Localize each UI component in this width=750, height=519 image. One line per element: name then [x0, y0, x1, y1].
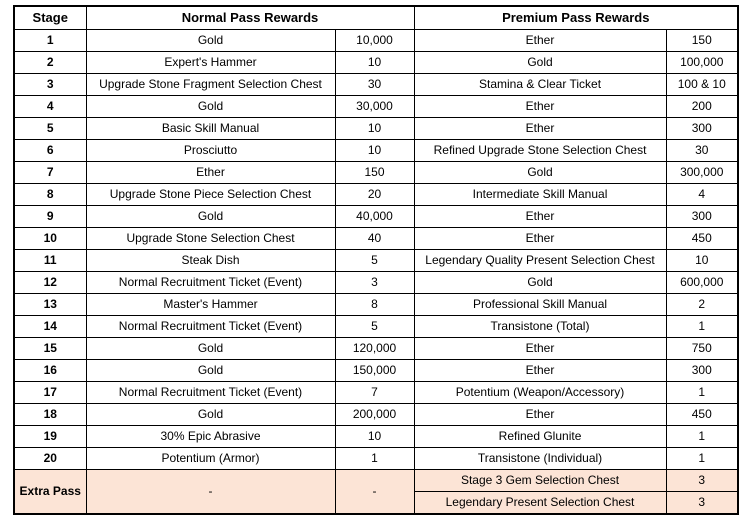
- stage-cell: 15: [14, 338, 86, 360]
- premium-item-cell: Transistone (Total): [414, 316, 666, 338]
- premium-qty-cell: 100,000: [666, 52, 738, 74]
- normal-item-cell: Master's Hammer: [86, 294, 335, 316]
- stage-cell: 2: [14, 52, 86, 74]
- table-row: [14, 228, 738, 250]
- normal-item-cell: Prosciutto: [86, 140, 335, 162]
- normal-item-cell: Gold: [86, 206, 335, 228]
- stage-cell: 17: [14, 382, 86, 404]
- premium-item-cell: Gold: [414, 272, 666, 294]
- stage-cell: 12: [14, 272, 86, 294]
- extra-pass-row-1: [14, 470, 738, 492]
- normal-item-cell: Gold: [86, 96, 335, 118]
- normal-qty-cell: 10: [335, 140, 414, 162]
- normal-item-cell: Gold: [86, 404, 335, 426]
- premium-qty-cell: 200: [666, 96, 738, 118]
- stage-cell: 5: [14, 118, 86, 140]
- stage-cell: 19: [14, 426, 86, 448]
- normal-qty-cell: 150,000: [335, 360, 414, 382]
- normal-qty-cell: 1: [335, 448, 414, 470]
- normal-item-cell: Normal Recruitment Ticket (Event): [86, 272, 335, 294]
- premium-item-cell: Potentium (Weapon/Accessory): [414, 382, 666, 404]
- normal-qty-cell: 20: [335, 184, 414, 206]
- normal-qty-cell: 120,000: [335, 338, 414, 360]
- table-row: [14, 118, 738, 140]
- premium-qty-cell: 150: [666, 30, 738, 52]
- normal-item-cell: Normal Recruitment Ticket (Event): [86, 382, 335, 404]
- premium-item-cell: Refined Glunite: [414, 426, 666, 448]
- premium-item-cell: Ether: [414, 206, 666, 228]
- table-row: [14, 140, 738, 162]
- premium-qty-cell: 450: [666, 228, 738, 250]
- normal-qty-cell: 40,000: [335, 206, 414, 228]
- table-row: [14, 294, 738, 316]
- stage-cell: 10: [14, 228, 86, 250]
- table-row: [14, 404, 738, 426]
- table-row: [14, 184, 738, 206]
- extra-pass-normal-qty-cell: -: [335, 470, 414, 515]
- premium-qty-cell: 750: [666, 338, 738, 360]
- premium-item-cell: Ether: [414, 404, 666, 426]
- premium-item-cell: Gold: [414, 162, 666, 184]
- premium-qty-cell: 300: [666, 360, 738, 382]
- normal-qty-cell: 10: [335, 118, 414, 140]
- stage-cell: 7: [14, 162, 86, 184]
- normal-qty-cell: 200,000: [335, 404, 414, 426]
- table-row: [14, 162, 738, 184]
- normal-qty-cell: 30,000: [335, 96, 414, 118]
- normal-item-cell: Basic Skill Manual: [86, 118, 335, 140]
- normal-qty-cell: 5: [335, 316, 414, 338]
- premium-qty-cell: 300,000: [666, 162, 738, 184]
- normal-item-cell: Expert's Hammer: [86, 52, 335, 74]
- normal-qty-cell: 7: [335, 382, 414, 404]
- extra-pass-premium-qty-cell: 3: [666, 492, 738, 515]
- premium-item-cell: Ether: [414, 338, 666, 360]
- table-row: [14, 30, 738, 52]
- normal-qty-cell: 10,000: [335, 30, 414, 52]
- stage-cell: 18: [14, 404, 86, 426]
- normal-qty-cell: 8: [335, 294, 414, 316]
- table-row: [14, 52, 738, 74]
- table-row: [14, 272, 738, 294]
- normal-qty-cell: 150: [335, 162, 414, 184]
- premium-item-cell: Refined Upgrade Stone Selection Chest: [414, 140, 666, 162]
- table-row: [14, 448, 738, 470]
- extra-pass-rows: [14, 470, 738, 515]
- premium-item-cell: Ether: [414, 30, 666, 52]
- premium-qty-cell: 10: [666, 250, 738, 272]
- table-row: [14, 74, 738, 96]
- normal-qty-cell: 3: [335, 272, 414, 294]
- premium-qty-cell: 30: [666, 140, 738, 162]
- premium-qty-cell: 300: [666, 206, 738, 228]
- normal-qty-cell: 30: [335, 74, 414, 96]
- premium-qty-cell: 600,000: [666, 272, 738, 294]
- stage-cell: 14: [14, 316, 86, 338]
- header-premium-pass: Premium Pass Rewards: [414, 6, 738, 30]
- normal-item-cell: Gold: [86, 360, 335, 382]
- header-stage: Stage: [14, 6, 86, 30]
- extra-pass-premium-qty-cell: 3: [666, 470, 738, 492]
- table-row: [14, 316, 738, 338]
- table-row: [14, 250, 738, 272]
- stage-cell: 11: [14, 250, 86, 272]
- extra-pass-premium-item-cell: Legendary Present Selection Chest: [414, 492, 666, 515]
- normal-item-cell: Gold: [86, 338, 335, 360]
- stage-cell: 13: [14, 294, 86, 316]
- premium-qty-cell: 1: [666, 382, 738, 404]
- premium-item-cell: Intermediate Skill Manual: [414, 184, 666, 206]
- premium-item-cell: Transistone (Individual): [414, 448, 666, 470]
- premium-qty-cell: 4: [666, 184, 738, 206]
- pass-rewards-table-wrap: [13, 5, 739, 515]
- premium-qty-cell: 100 & 10: [666, 74, 738, 96]
- normal-qty-cell: 40: [335, 228, 414, 250]
- premium-item-cell: Professional Skill Manual: [414, 294, 666, 316]
- normal-item-cell: 30% Epic Abrasive: [86, 426, 335, 448]
- stage-cell: 9: [14, 206, 86, 228]
- stage-cell: 6: [14, 140, 86, 162]
- table-row: [14, 426, 738, 448]
- normal-item-cell: Normal Recruitment Ticket (Event): [86, 316, 335, 338]
- stage-cell: 1: [14, 30, 86, 52]
- stage-cell: 3: [14, 74, 86, 96]
- normal-item-cell: Upgrade Stone Fragment Selection Chest: [86, 74, 335, 96]
- stage-cell: 20: [14, 448, 86, 470]
- reward-rows: [14, 30, 738, 470]
- stage-cell: 8: [14, 184, 86, 206]
- premium-item-cell: Ether: [414, 96, 666, 118]
- premium-qty-cell: 450: [666, 404, 738, 426]
- normal-item-cell: Potentium (Armor): [86, 448, 335, 470]
- normal-item-cell: Upgrade Stone Piece Selection Chest: [86, 184, 335, 206]
- header-row: [14, 6, 738, 30]
- premium-item-cell: Ether: [414, 360, 666, 382]
- premium-item-cell: Ether: [414, 118, 666, 140]
- normal-qty-cell: 10: [335, 52, 414, 74]
- table-row: [14, 206, 738, 228]
- normal-qty-cell: 5: [335, 250, 414, 272]
- extra-pass-premium-item-cell: Stage 3 Gem Selection Chest: [414, 470, 666, 492]
- table-row: [14, 360, 738, 382]
- premium-item-cell: Ether: [414, 228, 666, 250]
- premium-item-cell: Gold: [414, 52, 666, 74]
- table-row: [14, 96, 738, 118]
- extra-pass-stage-cell: Extra Pass: [14, 470, 86, 515]
- stage-cell: 16: [14, 360, 86, 382]
- premium-item-cell: Stamina & Clear Ticket: [414, 74, 666, 96]
- pass-rewards-table: [13, 5, 739, 515]
- premium-qty-cell: 1: [666, 316, 738, 338]
- table-row: [14, 338, 738, 360]
- table-row: [14, 382, 738, 404]
- normal-item-cell: Gold: [86, 30, 335, 52]
- normal-qty-cell: 10: [335, 426, 414, 448]
- normal-item-cell: Steak Dish: [86, 250, 335, 272]
- normal-item-cell: Ether: [86, 162, 335, 184]
- header-normal-pass: Normal Pass Rewards: [86, 6, 414, 30]
- premium-qty-cell: 2: [666, 294, 738, 316]
- extra-pass-normal-item-cell: -: [86, 470, 335, 515]
- normal-item-cell: Upgrade Stone Selection Chest: [86, 228, 335, 250]
- premium-qty-cell: 1: [666, 448, 738, 470]
- premium-qty-cell: 1: [666, 426, 738, 448]
- stage-cell: 4: [14, 96, 86, 118]
- premium-qty-cell: 300: [666, 118, 738, 140]
- premium-item-cell: Legendary Quality Present Selection Chest: [414, 250, 666, 272]
